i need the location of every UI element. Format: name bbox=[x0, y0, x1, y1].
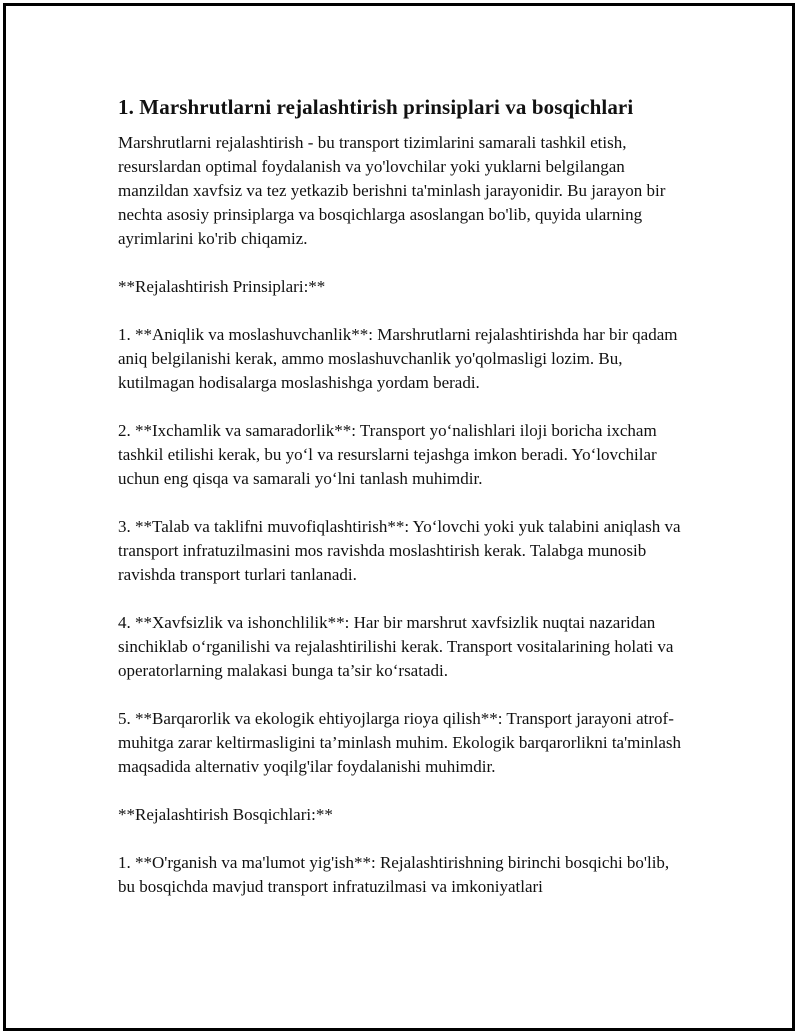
stages-heading: **Rejalashtirish Bosqichlari:** bbox=[118, 805, 333, 824]
principle-2: 2. **Ixchamlik va samaradorlik**: Transport yo‘nalishlari iloji boricha ixcham tashkil etilishi kerak, bu yo‘l va resurslarni tejashga imkon beradi. Yo‘lovchilar uchun eng qisqa va samarali yo‘lni tanlash muhimdir. bbox=[118, 421, 657, 488]
principle-3: 3. **Talab va taklifni muvofiqlashtirish**: Yo‘lovchi yoki yuk talabini aniqlash va transport infratuzilmasini mos ravishda moslashtirish kerak. Talabga munosib ravishda transport turlari tanlanadi. bbox=[118, 517, 681, 584]
principles-heading: **Rejalashtirish Prinsiplari:** bbox=[118, 277, 326, 296]
document-body bbox=[118, 93, 688, 899]
principle-1: 1. **Aniqlik va moslashuvchanlik**: Marshrutlarni rejalashtirishda har bir qadam aniq belgilanishi kerak, ammo moslashuvchanlik yo'qolmasligi lozim. Bu, kutilmagan hodisalarga moslashishga yordam beradi. bbox=[118, 325, 678, 392]
stage-1: 1. **O'rganish va ma'lumot yig'ish**: Rejalashtirishning birinchi bosqichi bo'lib, bu bosqichda mavjud transport infratuzilmasi va imkoniyatlari bbox=[118, 853, 670, 896]
principle-4: 4. **Xavfsizlik va ishonchlilik**: Har bir marshrut xavfsizlik nuqtai nazaridan sinchiklab o‘rganilishi va rejalashtirilishi kerak. Transport vositalarining holati va operatorlarning malakasi bunga ta’sir ko‘rsatadi. bbox=[118, 613, 674, 680]
page-title: 1. Marshrutlarni rejalashtirish prinsiplari va bosqichlari bbox=[118, 95, 634, 119]
intro-paragraph: Marshrutlarni rejalashtirish - bu transport tizimlarini samarali tashkil etish, resurslardan optimal foydalanish va yo'lovchilar yoki yuklarni belgilangan manzildan xavfsiz va tez yetkazib berishni ta'minlash jarayonidir. Bu jarayon bir nechta asosiy prinsiplarga va bosqichlarga asoslangan bo'lib, quyida ularning ayrimlarini ko'rib chiqamiz. bbox=[118, 133, 666, 248]
principle-5: 5. **Barqarorlik va ekologik ehtiyojlarga rioya qilish**: Transport jarayoni atrof-muhitga zarar keltirmasligini ta’minlash muhim. Ekologik barqarorlikni ta'minlash maqsadida alternativ yoqilg'ilar foydalanishi muhimdir. bbox=[118, 709, 681, 776]
